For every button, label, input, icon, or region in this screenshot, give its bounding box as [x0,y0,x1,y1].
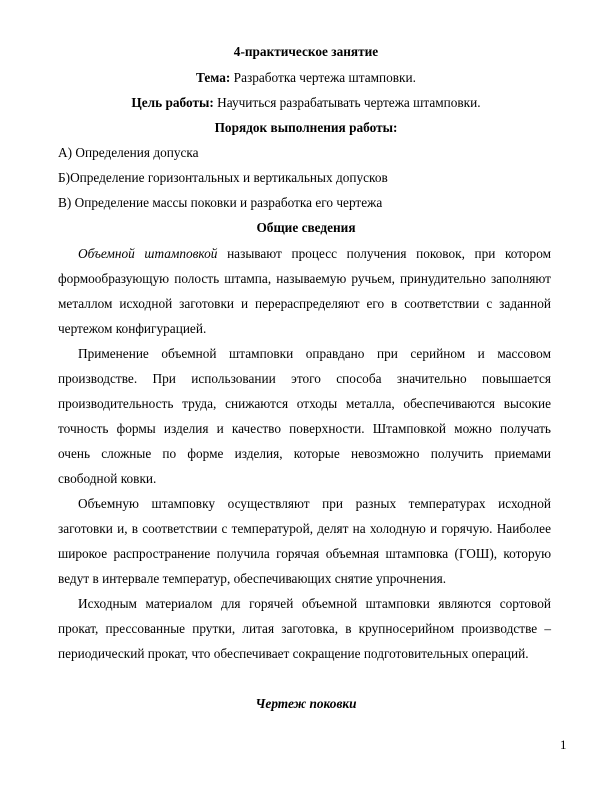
paragraph-2-line-5: очень сложные по форме изделия, которые невозможно получить приемами [58,446,551,461]
paragraph-3-line-4: ведут в интервале температур, обеспечивающих снятие упрочнения. [58,571,447,586]
paragraph-2-line-4: точность формы изделия и качество поверхности. Штамповкой можно получать [58,421,551,436]
paragraph-1-line-4: чертежом конфигурацией. [58,321,207,336]
step-c: В) Определение массы поковки и разработка его чертежа [58,195,383,210]
drawing-heading: Чертеж поковки [255,696,357,711]
topic-line [0,70,612,86]
step-a: А) Определения допуска [58,145,199,160]
goal-text: Научиться разрабатывать чертежа штамповки. [213,95,481,110]
paragraph-2-line-1: Применение объемной штамповки оправдано при серийном и массовом [78,346,551,361]
order-heading: Порядок выполнения работы: [214,120,398,135]
term-volume-stamping: Объемной штамповкой [78,246,218,261]
topic-label: Тема: [196,70,231,85]
paragraph-1-line-3: металлом исходной заготовки и перераспределяют его в соответствии с заданной [58,296,551,311]
general-heading: Общие сведения [256,220,356,235]
paragraph-4-line-2: прокат, прессованные прутки, литая заготовка, в крупносерийном производстве – [58,621,551,636]
goal-line [0,95,612,111]
page-number: 1 [560,737,567,752]
paragraph-1-line-1: Объемной штамповкой называют процесс получения поковок, при котором [78,246,552,261]
paragraph-3-line-3: широкое распространение получила горячая объемная штамповка (ГОШ), которую [58,546,551,561]
lesson-title: 4-практическое занятие [233,44,379,59]
paragraph-2-line-2: производстве. При использовании этого способа значительно повышается [58,371,551,386]
paragraph-4-line-3: периодический прокат, что обеспечивает сокращение подготовительных операций. [58,646,529,661]
paragraph-2-line-6: свободной ковки. [58,471,157,486]
paragraph-4-line-1: Исходным материалом для горячей объемной штамповки являются сортовой [78,596,551,611]
step-b: Б)Определение горизонтальных и вертикальных допусков [58,170,388,185]
topic-text: Разработка чертежа штамповки. [230,70,416,85]
goal-label: Цель работы: [131,95,214,110]
paragraph-1-line-2: формообразующую полость штампа, называемую ручьем, принудительно заполняют [58,271,551,286]
paragraph-3-line-1: Объемную штамповку осуществляют при разных температурах исходной [78,496,551,511]
paragraph-3-line-2: заготовки и, в соответствии с температурой, делят на холодную и горячую. Наиболее [58,521,551,536]
paragraph-2-line-3: производительность труда, снижаются отходы металла, обеспечиваются высокие [58,396,551,411]
